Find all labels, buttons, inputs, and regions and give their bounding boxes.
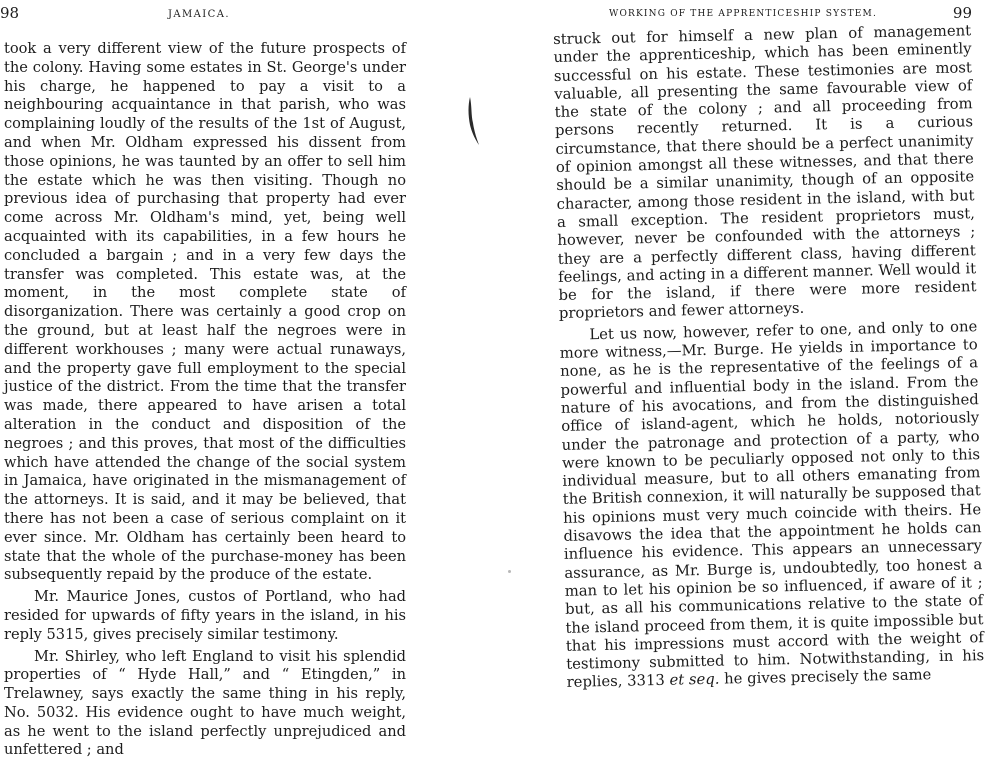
left-paragraph-3: Mr. Shirley, who left England to visit his splendid properties of “ Hyde Hall,” and “ Etingden,” in Trelawney, says exactly the same thing in his reply, No. 5032. His evidence ought to have much weight, as he went to the island perfectly unprejudiced and unfettered ; and bbox=[4, 648, 406, 760]
gutter-ink-mark bbox=[466, 97, 480, 145]
right-page-number: 99 bbox=[953, 4, 972, 22]
right-paragraph-1: struck out for himself a new plan of management under the apprenticeship, which has been eminently successful on his estate. These testimonies are most valuable, all presenting the same favourable view of the state of the colony ; and all proceeding from persons recently returned. It is a curious circumstance, that there should be a perfect unanimity of opinion amongst all these witnesses, and that there should be a similar unanimity, though of an opposite character, among those resident in the island, with but a small exception. The resident proprietors must, however, never be confounded with the attorneys ; they are a perfectly different class, having different feelings, and acting in a different manner. Well would it be for the island, if there were more resident proprietors and fewer attorneys. bbox=[553, 22, 977, 323]
paper-speck bbox=[508, 570, 511, 573]
left-text-block bbox=[4, 40, 406, 760]
left-running-head bbox=[0, 6, 455, 26]
right-paragraph-2 bbox=[559, 318, 985, 693]
right-page bbox=[545, 0, 980, 651]
left-page-number: 98 bbox=[0, 4, 19, 22]
right-text-block bbox=[553, 22, 985, 692]
left-paragraph-2: Mr. Maurice Jones, custos of Portland, who had resided for upwards of fifty years in the island, in his reply 5315, gives precisely similar testimony. bbox=[4, 588, 406, 644]
right-paragraph-2-tail: he gives precisely the same bbox=[724, 667, 932, 688]
left-running-title: JAMAICA. bbox=[168, 9, 230, 20]
right-paragraph-2-text: Let us now, however, refer to one, and only to one more witness,—Mr. Burge. He yields in importance to none, as he is the representative of the feelings of a powerful and influential body in the island. From the nature of his avocations, and from the distinguished office of island-agent, which he holds, notoriously under the patronage and protection of a party, who were known to be peculiarly opposed not only to this individual measure, but to all others emanating from the British connexion, it will naturally be supposed that his opinions must very much coincide with theirs. He disavows the idea that the appointment he holds can influence his evidence. This appears an unnecessary assurance, as Mr. Burge is, undoubtedly, too honest a man to let his opinion be so influenced, if aware of it ; but, as all his communications relative to the state of the island proceed from them, it is quite impossible but that his impressions must accord with the weight of testimony submitted to him. Notwithstanding, in his replies, 3313 bbox=[560, 318, 985, 691]
right-running-title: WORKING OF THE APPRENTICESHIP SYSTEM. bbox=[609, 9, 877, 19]
left-paragraph-1: took a very different view of the future prospects of the colony. Having some estates in St. George's under his charge, he happened to pay a visit to a neighbouring acquaintance in that parish, who was complaining loudly of the results of the 1st of August, and when Mr. Oldham expressed his dissent from those opinions, he was taunted by an offer to sell him the estate which he was then visiting. Though no previous idea of purchasing that property had ever come across Mr. Oldham's mind, yet, being well acquainted with its capabilities, in a few hours he concluded a bargain ; and in a very few days the transfer was completed. This estate was, at the moment, in the most complete state of disorganization. There was certainly a good crop on the ground, but at least half the negroes were in different workhouses ; many were actual runaways, and the property gave full employment to the special justice of the district. From the time that the transfer was made, there appeared to have arisen a total alteration in the conduct and disposition of the negroes ; and this proves, that most of the difficulties which have attended the change of the social system in Jamaica, have originated in the mismanagement of the attorneys. It is said, and it may be believed, that there has not been a case of serious complaint on it ever since. Mr. Oldham has certainly been heard to state that the whole of the purchase-money has been subsequently repaid by the produce of the estate. bbox=[4, 40, 406, 585]
italic-et-seq: et seq. bbox=[669, 671, 719, 689]
left-page bbox=[0, 0, 455, 651]
